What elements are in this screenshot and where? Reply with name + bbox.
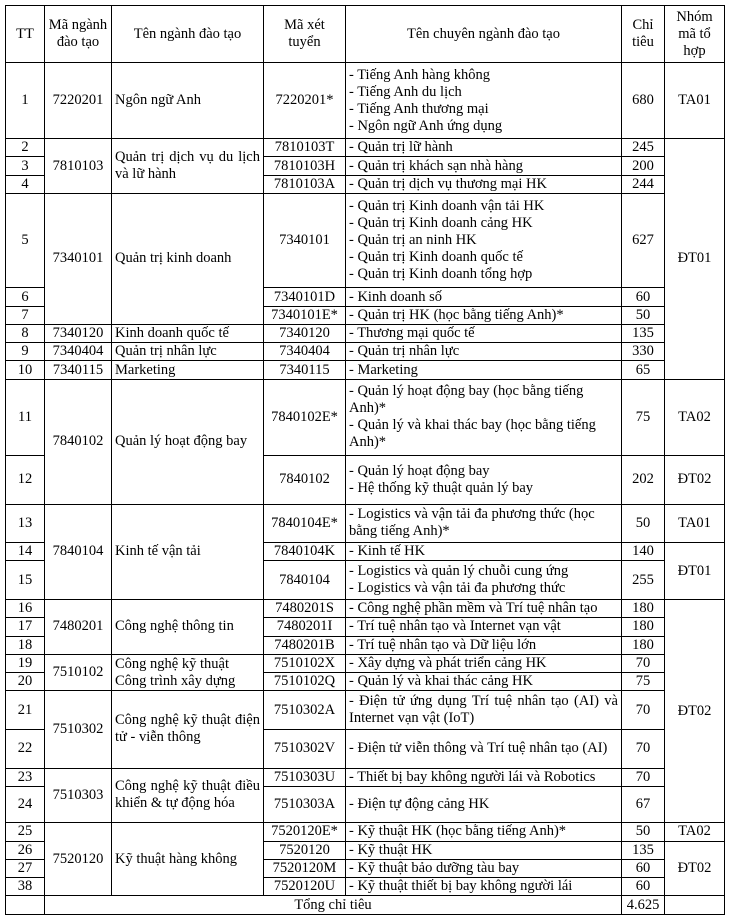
row-tt: 27 bbox=[6, 859, 45, 877]
admission-code: 7480201B bbox=[264, 636, 346, 654]
group-code: ĐT01 bbox=[665, 543, 725, 600]
table-row bbox=[6, 691, 725, 730]
table-row bbox=[6, 504, 725, 543]
table-row bbox=[6, 63, 725, 139]
table-row bbox=[6, 768, 725, 786]
quota: 50 bbox=[622, 306, 665, 324]
table-row bbox=[6, 600, 725, 618]
major-name: Quản trị nhân lực bbox=[112, 343, 264, 361]
row-tt: 3 bbox=[6, 157, 45, 175]
group-code: ĐT02 bbox=[665, 600, 725, 823]
major-code: 7840102 bbox=[45, 379, 112, 504]
admission-code: 7840104K bbox=[264, 543, 346, 561]
group-code: TA02 bbox=[665, 823, 725, 841]
specialization-cell bbox=[346, 63, 622, 139]
quota: 627 bbox=[622, 193, 665, 287]
row-tt: 12 bbox=[6, 455, 45, 504]
quota: 60 bbox=[622, 878, 665, 896]
admission-code: 7510302V bbox=[264, 729, 346, 768]
quota: 50 bbox=[622, 504, 665, 543]
major-code: 7510303 bbox=[45, 768, 112, 823]
quota: 202 bbox=[622, 455, 665, 504]
specialization-cell bbox=[346, 379, 622, 455]
row-tt: 8 bbox=[6, 324, 45, 342]
major-name: Quản trị dịch vụ du lịch và lữ hành bbox=[112, 139, 264, 194]
spec-line: - Kinh tế HK bbox=[349, 543, 426, 560]
row-tt: 2 bbox=[6, 139, 45, 157]
spec-line: - Tiếng Anh du lịch bbox=[349, 83, 462, 100]
major-code: 7810103 bbox=[45, 139, 112, 194]
admission-code: 7510303U bbox=[264, 768, 346, 786]
specialization-cell bbox=[346, 324, 622, 342]
specialization-cell bbox=[346, 859, 622, 877]
major-name: Ngôn ngữ Anh bbox=[112, 63, 264, 139]
spec-line: - Quản trị an ninh HK bbox=[349, 232, 477, 249]
specialization-cell bbox=[346, 878, 622, 896]
group-code: TA01 bbox=[665, 504, 725, 543]
spec-line: - Quản trị Kinh doanh tổng hợp bbox=[349, 266, 533, 283]
header-admission-code: Mã xét tuyển bbox=[264, 6, 346, 63]
major-code: 7340101 bbox=[45, 193, 112, 324]
admission-code: 7340101E* bbox=[264, 306, 346, 324]
spec-line: - Kỹ thuật HK bbox=[349, 841, 433, 858]
admission-code: 7520120E* bbox=[264, 823, 346, 841]
row-tt: 23 bbox=[6, 768, 45, 786]
admission-code: 7480201I bbox=[264, 618, 346, 636]
specialization-cell bbox=[346, 175, 622, 193]
row-tt: 21 bbox=[6, 691, 45, 730]
spec-line: - Trí tuệ nhân tạo và Internet vạn vật bbox=[349, 618, 561, 635]
major-name: Kinh tế vận tải bbox=[112, 504, 264, 599]
specialization-cell bbox=[346, 636, 622, 654]
spec-line: - Quản trị Kinh doanh cảng HK bbox=[349, 215, 533, 232]
quota: 135 bbox=[622, 841, 665, 859]
table-row bbox=[6, 361, 725, 379]
admission-code: 7840104 bbox=[264, 561, 346, 600]
admission-code: 7340404 bbox=[264, 343, 346, 361]
header-tt: TT bbox=[6, 6, 45, 63]
spec-line: - Tiếng Anh thương mại bbox=[349, 100, 489, 117]
group-code: TA02 bbox=[665, 379, 725, 455]
quota: 180 bbox=[622, 600, 665, 618]
major-name: Quản trị kinh doanh bbox=[112, 193, 264, 324]
major-code: 7340120 bbox=[45, 324, 112, 342]
row-tt: 25 bbox=[6, 823, 45, 841]
quota: 200 bbox=[622, 157, 665, 175]
quota: 244 bbox=[622, 175, 665, 193]
quota: 75 bbox=[622, 673, 665, 691]
specialization-cell bbox=[346, 193, 622, 287]
specialization-cell bbox=[346, 768, 622, 786]
row-tt: 9 bbox=[6, 343, 45, 361]
spec-line: - Xây dựng và phát triển cảng HK bbox=[349, 654, 547, 671]
quota: 65 bbox=[622, 361, 665, 379]
admission-code: 7340115 bbox=[264, 361, 346, 379]
quota: 60 bbox=[622, 288, 665, 306]
admission-code: 7810103A bbox=[264, 175, 346, 193]
row-tt: 17 bbox=[6, 618, 45, 636]
spec-line: - Quản trị HK (học bằng tiếng Anh)* bbox=[349, 306, 564, 323]
row-tt: 38 bbox=[6, 878, 45, 896]
admission-quota-table bbox=[5, 5, 725, 915]
admission-code: 7510302A bbox=[264, 691, 346, 730]
spec-line: - Quản lý và khai thác bay (học bằng tiếng Anh)* bbox=[349, 417, 596, 451]
admission-code: 7510102Q bbox=[264, 673, 346, 691]
major-code: 7340115 bbox=[45, 361, 112, 379]
specialization-cell bbox=[346, 729, 622, 768]
quota: 70 bbox=[622, 654, 665, 672]
specialization-cell bbox=[346, 823, 622, 841]
spec-line: - Marketing bbox=[349, 361, 418, 378]
row-tt: 19 bbox=[6, 654, 45, 672]
admission-code: 7520120U bbox=[264, 878, 346, 896]
table-row bbox=[6, 139, 725, 157]
row-tt: 6 bbox=[6, 288, 45, 306]
total-spacer bbox=[6, 896, 45, 915]
major-code: 7510302 bbox=[45, 691, 112, 768]
specialization-cell bbox=[346, 139, 622, 157]
table-row bbox=[6, 379, 725, 455]
specialization-cell bbox=[346, 361, 622, 379]
specialization-cell bbox=[346, 691, 622, 730]
header-group: Nhóm mã tổ hợp bbox=[665, 6, 725, 63]
spec-line: - Điện tử viễn thông và Trí tuệ nhân tạo (AI) bbox=[349, 740, 608, 757]
total-group-spacer bbox=[665, 896, 725, 915]
group-code: ĐT01 bbox=[665, 139, 725, 380]
header-specialization: Tên chuyên ngành đào tạo bbox=[346, 6, 622, 63]
admission-code: 7840102E* bbox=[264, 379, 346, 455]
spec-line: - Điện tự động cảng HK bbox=[349, 796, 490, 813]
quota: 180 bbox=[622, 618, 665, 636]
admission-code: 7480201S bbox=[264, 600, 346, 618]
major-code: 7510102 bbox=[45, 654, 112, 691]
admission-code: 7840104E* bbox=[264, 504, 346, 543]
spec-line: - Thiết bị bay không người lái và Robotics bbox=[349, 768, 596, 785]
admission-code: 7220201* bbox=[264, 63, 346, 139]
row-tt: 15 bbox=[6, 561, 45, 600]
table-row bbox=[6, 343, 725, 361]
spec-line: - Logistics và vận tải đa phương thức bbox=[349, 580, 566, 597]
admission-code: 7340101D bbox=[264, 288, 346, 306]
specialization-cell bbox=[346, 157, 622, 175]
row-tt: 26 bbox=[6, 841, 45, 859]
row-tt: 1 bbox=[6, 63, 45, 139]
row-tt: 13 bbox=[6, 504, 45, 543]
row-tt: 11 bbox=[6, 379, 45, 455]
group-code: ĐT02 bbox=[665, 841, 725, 896]
quota: 70 bbox=[622, 729, 665, 768]
row-tt: 22 bbox=[6, 729, 45, 768]
admission-code: 7510102X bbox=[264, 654, 346, 672]
major-name: Công nghệ kỹ thuật điều khiển & tự động hóa bbox=[112, 768, 264, 823]
specialization-cell bbox=[346, 786, 622, 823]
table-row bbox=[6, 193, 725, 287]
quota: 255 bbox=[622, 561, 665, 600]
spec-line: - Quản trị lữ hành bbox=[349, 139, 453, 156]
row-tt: 14 bbox=[6, 543, 45, 561]
spec-line: - Kinh doanh số bbox=[349, 288, 443, 305]
spec-line: - Tiếng Anh hàng không bbox=[349, 66, 490, 83]
spec-line: - Quản trị nhân lực bbox=[349, 343, 460, 360]
major-code: 7480201 bbox=[45, 600, 112, 655]
row-tt: 4 bbox=[6, 175, 45, 193]
quota: 330 bbox=[622, 343, 665, 361]
quota: 70 bbox=[622, 768, 665, 786]
specialization-cell bbox=[346, 618, 622, 636]
quota: 180 bbox=[622, 636, 665, 654]
row-tt: 24 bbox=[6, 786, 45, 823]
admission-code: 7810103T bbox=[264, 139, 346, 157]
header-major-name: Tên ngành đào tạo bbox=[112, 6, 264, 63]
row-tt: 20 bbox=[6, 673, 45, 691]
major-name: Kỹ thuật hàng không bbox=[112, 823, 264, 896]
major-code: 7340404 bbox=[45, 343, 112, 361]
quota: 140 bbox=[622, 543, 665, 561]
group-code: TA01 bbox=[665, 63, 725, 139]
specialization-cell bbox=[346, 841, 622, 859]
row-tt: 16 bbox=[6, 600, 45, 618]
spec-line: - Ngôn ngữ Anh ứng dụng bbox=[349, 117, 503, 134]
row-tt: 18 bbox=[6, 636, 45, 654]
spec-line: - Quản lý hoạt động bay bbox=[349, 462, 490, 479]
spec-line: - Trí tuệ nhân tạo và Dữ liệu lớn bbox=[349, 636, 537, 653]
spec-line: - Điện tử ứng dụng Trí tuệ nhân tạo (AI) và Internet vạn vật (IoT) bbox=[349, 693, 618, 727]
spec-line: - Kỹ thuật HK (học bằng tiếng Anh)* bbox=[349, 823, 567, 840]
specialization-cell bbox=[346, 673, 622, 691]
specialization-cell bbox=[346, 561, 622, 600]
spec-line: - Quản trị Kinh doanh quốc tế bbox=[349, 249, 523, 266]
admission-code: 7520120M bbox=[264, 859, 346, 877]
spec-line: - Quản lý và khai thác cảng HK bbox=[349, 673, 534, 690]
header-quota: Chỉ tiêu bbox=[622, 6, 665, 63]
admission-code: 7340101 bbox=[264, 193, 346, 287]
major-name: Marketing bbox=[112, 361, 264, 379]
group-code: ĐT02 bbox=[665, 455, 725, 504]
specialization-cell bbox=[346, 543, 622, 561]
admission-code: 7340120 bbox=[264, 324, 346, 342]
row-tt: 10 bbox=[6, 361, 45, 379]
spec-line: - Quản trị dịch vụ thương mại HK bbox=[349, 175, 547, 192]
spec-line: - Logistics và vận tải đa phương thức (học bằng tiếng Anh)* bbox=[349, 506, 595, 540]
header-row bbox=[6, 6, 725, 63]
major-name: Công nghệ kỹ thuật điện tử - viễn thông bbox=[112, 691, 264, 768]
spec-line: - Quản trị Kinh doanh vận tải HK bbox=[349, 198, 545, 215]
spec-line: - Logistics và quản lý chuỗi cung ứng bbox=[349, 563, 569, 580]
major-name: Kinh doanh quốc tế bbox=[112, 324, 264, 342]
quota: 245 bbox=[622, 139, 665, 157]
specialization-cell bbox=[346, 288, 622, 306]
major-code: 7520120 bbox=[45, 823, 112, 896]
spec-line: - Kỹ thuật thiết bị bay không người lái bbox=[349, 878, 573, 895]
admission-code: 7510303A bbox=[264, 786, 346, 823]
table-row bbox=[6, 324, 725, 342]
major-code: 7220201 bbox=[45, 63, 112, 139]
specialization-cell bbox=[346, 343, 622, 361]
header-major-code: Mã ngành đào tạo bbox=[45, 6, 112, 63]
major-name: Công nghệ thông tin bbox=[112, 600, 264, 655]
spec-line: - Thương mại quốc tế bbox=[349, 325, 475, 342]
quota: 680 bbox=[622, 63, 665, 139]
total-label: Tổng chỉ tiêu bbox=[45, 896, 622, 915]
total-value: 4.625 bbox=[622, 896, 665, 915]
table-row bbox=[6, 823, 725, 841]
specialization-cell bbox=[346, 504, 622, 543]
quota: 135 bbox=[622, 324, 665, 342]
quota: 50 bbox=[622, 823, 665, 841]
spec-line: - Hệ thống kỹ thuật quản lý bay bbox=[349, 479, 534, 496]
spec-line: - Kỹ thuật bảo dưỡng tàu bay bbox=[349, 859, 520, 876]
row-tt: 5 bbox=[6, 193, 45, 287]
admission-code: 7520120 bbox=[264, 841, 346, 859]
quota: 70 bbox=[622, 691, 665, 730]
table-row bbox=[6, 654, 725, 672]
quota: 60 bbox=[622, 859, 665, 877]
spec-line: - Công nghệ phần mềm và Trí tuệ nhân tạo bbox=[349, 600, 598, 617]
major-code: 7840104 bbox=[45, 504, 112, 599]
spec-line: - Quản lý hoạt động bay (học bằng tiếng Anh)* bbox=[349, 383, 584, 417]
specialization-cell bbox=[346, 455, 622, 504]
major-name: Công nghệ kỹ thuật Công trình xây dựng bbox=[112, 654, 264, 691]
admission-code: 7840102 bbox=[264, 455, 346, 504]
spec-line: - Quản trị khách sạn nhà hàng bbox=[349, 157, 523, 174]
admission-code: 7810103H bbox=[264, 157, 346, 175]
row-tt: 7 bbox=[6, 306, 45, 324]
specialization-cell bbox=[346, 654, 622, 672]
specialization-cell bbox=[346, 306, 622, 324]
total-row bbox=[6, 896, 725, 915]
specialization-cell bbox=[346, 600, 622, 618]
quota: 75 bbox=[622, 379, 665, 455]
quota: 67 bbox=[622, 786, 665, 823]
major-name: Quản lý hoạt động bay bbox=[112, 379, 264, 504]
